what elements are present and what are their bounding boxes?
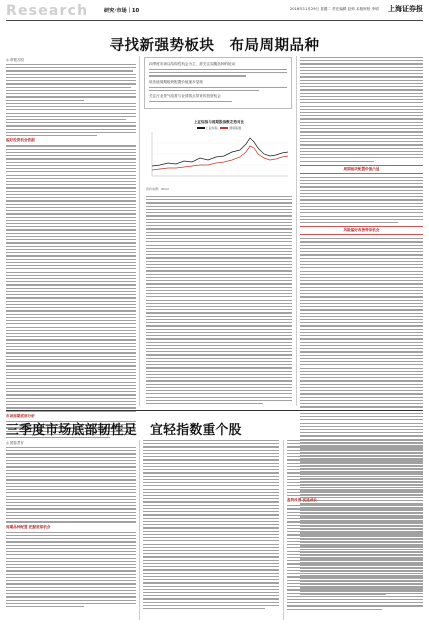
abstract-point	[149, 94, 287, 102]
abstract-text: 四季度市场以结构性机会为主，需关注周期品种的轮动	[149, 62, 236, 66]
column-rule	[296, 56, 297, 406]
section-divider	[6, 410, 423, 411]
chart-caption: 资料来源：Wind	[146, 187, 169, 191]
stock-chart	[146, 120, 292, 190]
column-rule	[139, 56, 140, 406]
series-line-2	[152, 146, 288, 170]
column-rule	[139, 440, 140, 620]
article2-subhead-1: 周期品种配置 把握底部机会	[6, 524, 51, 529]
article1-abstract	[144, 57, 292, 109]
brand-wordmark: Research	[6, 3, 89, 19]
sidebar-heading-2: 风险偏好改善带来机会	[300, 226, 423, 235]
masthead	[0, 0, 429, 22]
article2-headline: 三季度市场底部韧性足 宜轻指数重个股	[6, 423, 242, 438]
column-rule	[283, 440, 284, 620]
section-label: 研究·市场｜10	[104, 8, 140, 14]
legend-entry-1: 上证综指	[205, 126, 218, 130]
abstract-text: 低估值周期板块配置价值逐步显现	[149, 79, 203, 84]
chart-title: 上证综指与周期股指数走势对比	[193, 120, 245, 124]
article2-column-2	[143, 440, 279, 611]
article2-byline: ◎ 国泰君安	[6, 441, 24, 445]
legend-entry-2: 周期指数	[229, 126, 242, 130]
masthead-rule	[6, 20, 423, 21]
chart-plot	[146, 130, 292, 182]
article1-subhead-1: 偏好投资机会依据	[6, 138, 35, 143]
article2-column-3	[287, 440, 423, 612]
series-line-1	[152, 138, 288, 166]
article2-column-1	[6, 440, 136, 609]
article1-byline: ◎ 申银万国	[6, 58, 24, 62]
abstract-point	[149, 62, 287, 77]
sidebar-heading-1: 周期板块配置价值凸显	[300, 165, 423, 174]
article1-headline: 寻找新强势板块 布局周期品种	[109, 37, 320, 54]
article1-subhead-2: 市场周期底部分析	[6, 413, 35, 418]
newspaper-logo: 上海证券报	[388, 4, 423, 13]
article1-column-2	[146, 196, 292, 406]
article1-column-1	[6, 57, 136, 440]
abstract-point	[149, 80, 287, 91]
abstract-text: 关注行业景气改善与业绩拐点带来的投资机会	[149, 94, 221, 99]
brand-logo	[6, 3, 98, 19]
issue-info: 2016年11月29日 星期二 责任编辑 赵帅 本版审校 李明	[290, 7, 379, 11]
article2-subhead-2: 盈利改善 优选成长	[287, 498, 318, 503]
